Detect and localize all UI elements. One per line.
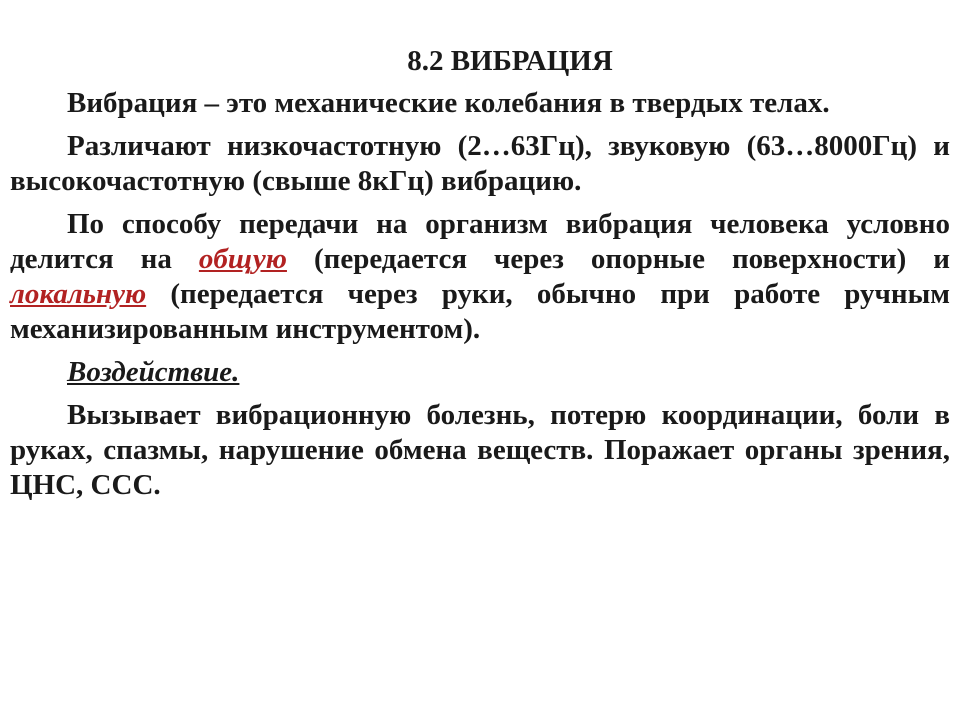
impact-paragraph: Вызывает вибрационную болезнь, потерю координации, боли в руках, спазмы, нарушение обмена веществ. Поражает органы зрения, ЦНС, ССС. bbox=[10, 399, 950, 501]
transmission-paragraph bbox=[10, 207, 950, 347]
impact-heading: Воздействие. bbox=[67, 356, 240, 388]
transmission-text-middle: (передается через опорные поверхности) и bbox=[286, 243, 950, 275]
term-general-link[interactable]: общую bbox=[198, 243, 287, 275]
term-local-link[interactable]: локальную bbox=[10, 278, 147, 310]
slide-content bbox=[10, 44, 950, 511]
frequency-paragraph: Различают низкочастотную (2…63Гц), звуковую (63…8000Гц) и высокочастотную (свыше 8кГц) вибрацию. bbox=[10, 130, 950, 197]
impact-heading-paragraph bbox=[10, 355, 950, 390]
definition-paragraph: Вибрация – это механические колебания в твердых телах. bbox=[67, 87, 830, 119]
transmission-text-end: (передается через руки, обычно при работе ручным механизированным инструментом). bbox=[10, 278, 950, 345]
section-title: 8.2 ВИБРАЦИЯ bbox=[407, 45, 613, 77]
transmission-text-start: По способу передачи на организм вибрация человека условно делится на bbox=[10, 208, 950, 275]
